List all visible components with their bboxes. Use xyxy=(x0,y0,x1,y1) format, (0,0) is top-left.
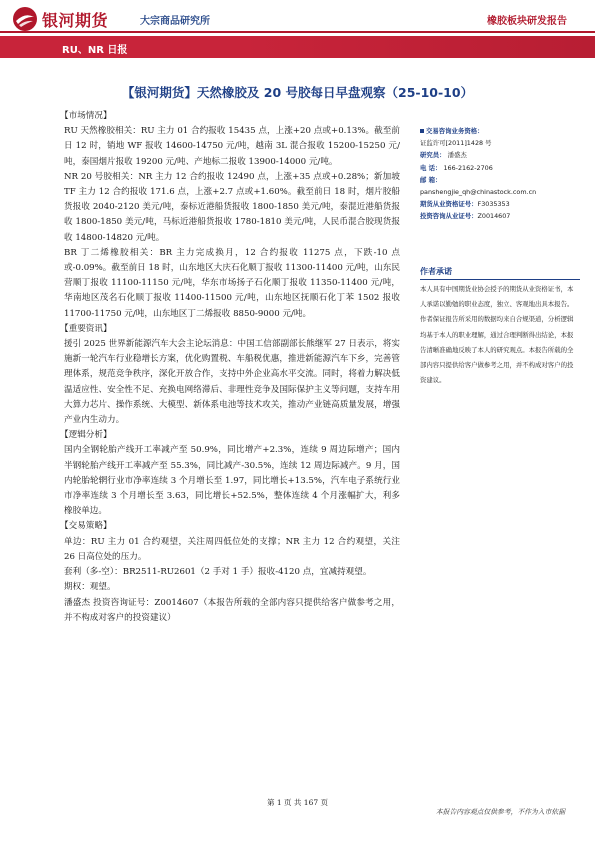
option-strategy: 期权：观望。 xyxy=(64,582,116,593)
phone-value: 166-2162-2706 xyxy=(443,163,493,172)
researcher-label: 研究员： xyxy=(420,151,446,160)
invest-license-row xyxy=(420,210,580,222)
br-paragraph: BR 丁二烯橡胶相关：BR 主力完成换月，12 合约报收 11275 点，下跌-10 点或-0.09%。截至前日 18 时，山东地区大庆石化顺丁报收 11300-11400 元/吨，山东民营顺丁报收 11100-11150 元/吨，华东市场扬子石化顺丁报收 11350-11400 元/吨，华南地区茂名石化顺丁报收 11400-11500 元/吨，山东地区抚顺石化丁苯 1502 报收 11700-11750 元/吨，山东地区丁二烯报收 8850-9000 元/吨。 xyxy=(64,247,400,319)
strategy-heading: 【交易策略】 xyxy=(60,521,112,532)
news-heading: 【重要资讯】 xyxy=(60,323,112,334)
nr-paragraph: NR 20 号胶相关：NR 主力 12 合约报收 12490 点，上涨+35 点或+0.28%；新加坡 TF 主力 12 合约报收 171.6 点，上涨+2.7 点或+1.60%。截至前日 18 时，烟片胶船货报收 2040-2120 美元/吨，泰标近港船货报收 1800-1850 美元/吨，泰混近港船货报收 1800-1850 美元/吨，马标近港船货报收 1780-1810 美元/吨，人民币混合胶现货报收 14800-14820 元/吨。 xyxy=(64,171,400,243)
researcher-row xyxy=(420,149,580,161)
declaration-text: 本人具有中国期货业协会授予的期货从业资格证书，本人承诺以勤勉的职业态度，独立、客观地出具本报告。作者保证报告所采用的数据均来自合规渠道，分析逻辑均基于本人的职业理解，通过合理判断得出结论，本报告清晰准确地反映了本人的研究观点。本报告所载的全部内容只提供给客户做参考之用，并不构成对客户的投资建议。 xyxy=(420,285,574,385)
institute-name: 大宗商品研究所 xyxy=(140,16,210,27)
header-divider xyxy=(0,31,595,33)
phone-label: 电 话： xyxy=(420,163,442,172)
analyst-info xyxy=(420,125,580,223)
futures-license-label: 期货从业资格证号： xyxy=(420,200,478,209)
news-paragraph: 援引 2025 世界新能源汽车大会主论坛消息：中国工信部副部长熊继军 27 日表示，将实施新一轮汽车行业稳增长方案，优化购置税、车船税优惠，推进新能源汽车下乡，完善管理体系，规范竞争秩序，深化开放合作，支持中外企业高水平交流。同时，将着力解决低温适应性、安全性不足、充换电网络滞后、非理性竞争及国际保护主义等问题，支持车用大算力芯片、操作系统、大模型、新体系电池等技术攻关，推动产业链高质量发展，增强产业内生动力。 xyxy=(64,339,400,426)
invest-license-label: 投资咨询从业证号： xyxy=(420,212,478,221)
futures-license-value: F3035353 xyxy=(477,200,510,209)
single-strategy: 单边：RU 主力 01 合约观望，关注周四低位处的支撑；NR 主力 12 合约观望，关注 26 日高位处的压力。 xyxy=(64,536,400,562)
market-heading: 【市场情况】 xyxy=(60,111,112,121)
futures-license-row xyxy=(420,198,580,210)
band-label: RU、NR 日报 xyxy=(62,45,128,56)
email-link[interactable]: panshengjie_qh@chinastock.com.cn xyxy=(420,188,537,197)
ru-paragraph: RU 天然橡胶相关：RU 主力 01 合约报收 15435 点，上涨+20 点或+0.13%。截至前日 12 时，销地 WF 报收 14600-14750 元/吨，越南 3L 混合报收 15200-15250 元/吨，泰国烟片报收 19200 元/吨、产地标二报收 13900-14000 元/吨。 xyxy=(64,126,400,167)
page-number: 第 1 页 共 167 页 xyxy=(266,798,328,807)
researcher-name: 潘盛杰 xyxy=(447,151,467,160)
qualification-label: 交易咨询业务资格： xyxy=(426,127,484,135)
galaxy-logo-icon xyxy=(12,6,38,32)
report-type: 橡胶板块研发报告 xyxy=(487,16,567,27)
report-title: 【银河期货】天然橡胶及 20 号胶每日早盘观察（25-10-10） xyxy=(121,85,474,100)
declaration-title: 作者承诺 xyxy=(420,267,452,276)
invest-license-value: Z0014607 xyxy=(477,212,511,221)
logic-heading: 【逻辑分析】 xyxy=(60,430,112,441)
qualification-row xyxy=(420,125,580,137)
qualification-value: 证监许可[2011]1428 号 xyxy=(420,139,492,148)
logo-text: 银河期货 xyxy=(42,10,109,30)
analyst-note: 潘盛杰 投资咨询证号：Z0014607（本报告所载的全部内容只提供给客户做参考之用，并不构成对客户的投资建议） xyxy=(64,597,400,623)
footer-disclaimer: 本报告内容观点仅供参考，不作为入市依据 xyxy=(435,808,565,816)
email-label: 邮 箱： xyxy=(420,175,442,184)
email-row xyxy=(420,174,580,186)
brand-logo xyxy=(12,6,108,32)
logic-paragraph: 国内全钢轮胎产线开工率减产至 50.9%，同比增产+2.3%，连续 9 周边际增产；国内半钢轮胎产线开工率减产至 55.3%，同比减产-30.5%，连续 12 周边际减产。9 月，国内轮胎轮辋行业市净率连续 3 个月增长至 1.97，同比增长+13.5%，汽车电子系统行业市净率连续 3 个月增长至 3.63，同比增长+52.5%，整体连续 4 个月涨幅扩大，利多橡胶单边。 xyxy=(64,445,400,517)
bullet-icon xyxy=(420,129,424,133)
main-content xyxy=(60,109,400,626)
declaration-divider xyxy=(420,279,580,280)
page-header xyxy=(0,0,595,38)
arbitrage-strategy: 套利（多-空）：BR2511-RU2601（2 手对 1 手）报收-4120 点，宜减持观望。 xyxy=(64,567,372,578)
phone-row xyxy=(420,162,580,174)
